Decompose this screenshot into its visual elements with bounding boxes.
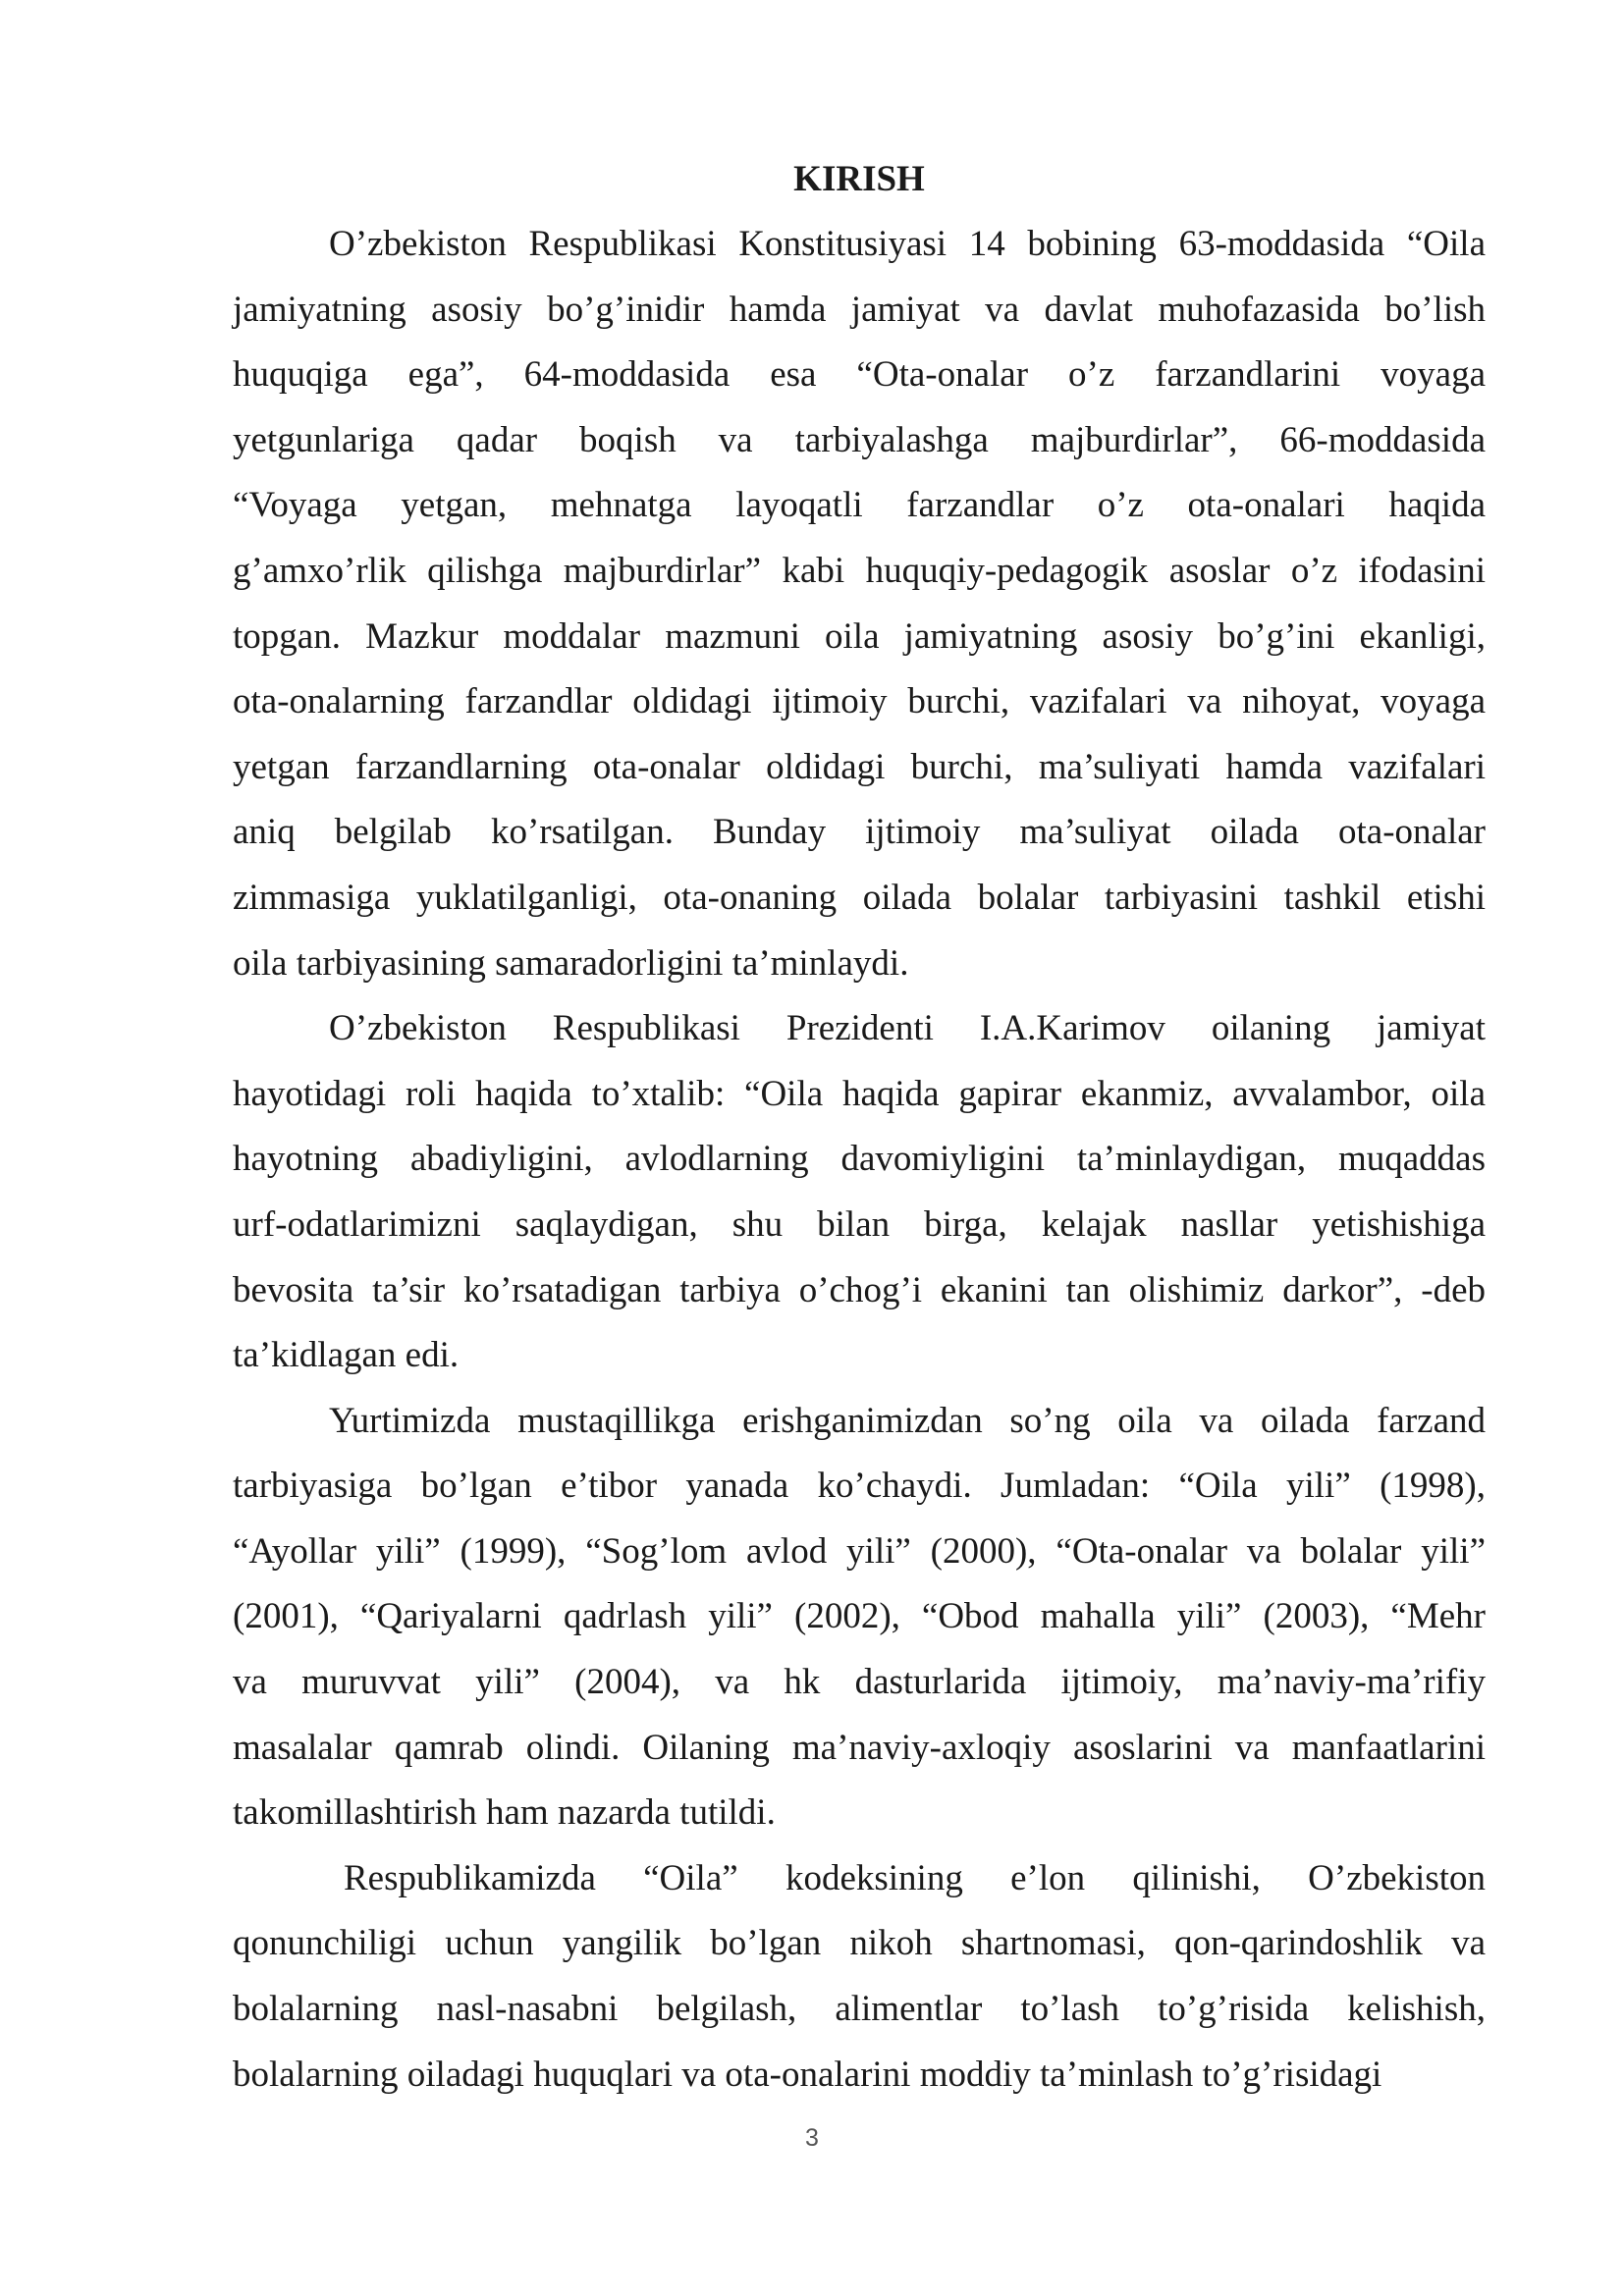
text-line: takomillashtirish ham nazarda tutildi. bbox=[233, 1792, 776, 1834]
text-line: O’zbekiston Respublikasi Konstitusiyasi 14 bobining 63-moddasida “Oila bbox=[329, 224, 1486, 264]
text-line: ota-onalarning farzandlar oldidagi ijtimoiy burchi, vazifalari va nihoyat, voyaga bbox=[233, 681, 1486, 722]
text-line: masalalar qamrab olindi. Oilaning ma’naviy-axloqiy asoslarini va manfaatlarini bbox=[233, 1727, 1486, 1768]
paragraph-3 bbox=[233, 1389, 1486, 1846]
text-line: huquqiga ega”, 64-moddasida esa “Ota-onalar o’z farzandlarini voyaga bbox=[233, 354, 1486, 396]
paragraph-2 bbox=[233, 996, 1486, 1389]
paragraph-4 bbox=[233, 1846, 1486, 2108]
text-line: topgan. Mazkur moddalar mazmuni oila jamiyatning asosiy bo’g’ini ekanligi, bbox=[233, 615, 1486, 657]
text-line: yetgan farzandlarning ota-onalar oldidagi burchi, ma’suliyati hamda vazifalari bbox=[233, 746, 1486, 787]
text-line: ta’kidlagan edi. bbox=[233, 1335, 460, 1376]
text-line: Respublikamizda “Oila” kodeksining e’lon qilinishi, O’zbekiston bbox=[344, 1857, 1486, 1898]
text-line: “Voyaga yetgan, mehnatga layoqatli farzandlar o’z ota-onalari haqida bbox=[233, 485, 1486, 526]
text-line: zimmasiga yuklatilganligi, ota-onaning oilada bolalar tarbiyasini tashkil etishi bbox=[233, 877, 1486, 918]
text-line: Yurtimizda mustaqillikga erishganimizdan so’ng oila va oilada farzand bbox=[329, 1400, 1486, 1441]
text-line: bolalarning oiladagi huquqlari va ota-onalarini moddiy ta’minlash to’g’risidagi bbox=[233, 2054, 1382, 2095]
text-line: hayotidagi roli haqida to’xtalib: “Oila haqida gapirar ekanmiz, avvalambor, oila bbox=[233, 1073, 1486, 1114]
paragraph-1 bbox=[233, 212, 1486, 996]
text-line: bevosita ta’sir ko’rsatadigan tarbiya o’chog’i ekanini tan olishimiz darkor”, -deb bbox=[233, 1269, 1486, 1310]
page-heading: KIRISH bbox=[793, 159, 925, 199]
text-line: (2001), “Qariyalarni qadrlash yili” (2002), “Obod mahalla yili” (2003), “Mehr bbox=[233, 1596, 1486, 1637]
text-line: aniq belgilab ko’rsatilgan. Bunday ijtimoiy ma’suliyat oilada ota-onalar bbox=[233, 812, 1486, 853]
text-line: g’amxo’rlik qilishga majburdirlar” kabi huquqiy-pedagogik asoslar o’z ifodasini bbox=[233, 550, 1486, 591]
text-line: qonunchiligi uchun yangilik bo’lgan nikoh shartnomasi, qon-qarindoshlik va bbox=[233, 1923, 1486, 1964]
page-number: 3 bbox=[805, 2124, 819, 2152]
text-line: hayotning abadiyligini, avlodlarning davomiyligini ta’minlaydigan, muqaddas bbox=[233, 1139, 1486, 1180]
text-line: yetgunlariga qadar boqish va tarbiyalashga majburdirlar”, 66-moddasida bbox=[233, 419, 1486, 460]
text-line: oila tarbiyasining samaradorligini ta’minlaydi. bbox=[233, 942, 909, 984]
text-line: tarbiyasiga bo’lgan e’tibor yanada ko’chaydi. Jumladan: “Oila yili” (1998), bbox=[233, 1466, 1486, 1507]
text-line: “Ayollar yili” (1999), “Sog’lom avlod yili” (2000), “Ota-onalar va bolalar yili” bbox=[233, 1530, 1486, 1572]
text-line: O’zbekiston Respublikasi Prezidenti I.A.Karimov oilaning jamiyat bbox=[329, 1008, 1486, 1049]
text-line: jamiyatning asosiy bo’g’inidir hamda jamiyat va davlat muhofazasida bo’lish bbox=[233, 289, 1486, 330]
text-line: va muruvvat yili” (2004), va hk dasturlarida ijtimoiy, ma’naviy-ma’rifiy bbox=[233, 1662, 1486, 1703]
page-body bbox=[233, 147, 1486, 2108]
text-line: bolalarning nasl-nasabni belgilash, alimentlar to’lash to’g’risida kelishish, bbox=[233, 1989, 1486, 2030]
text-line: urf-odatlarimizni saqlaydigan, shu bilan birga, kelajak nasllar yetishishiga bbox=[233, 1203, 1486, 1245]
